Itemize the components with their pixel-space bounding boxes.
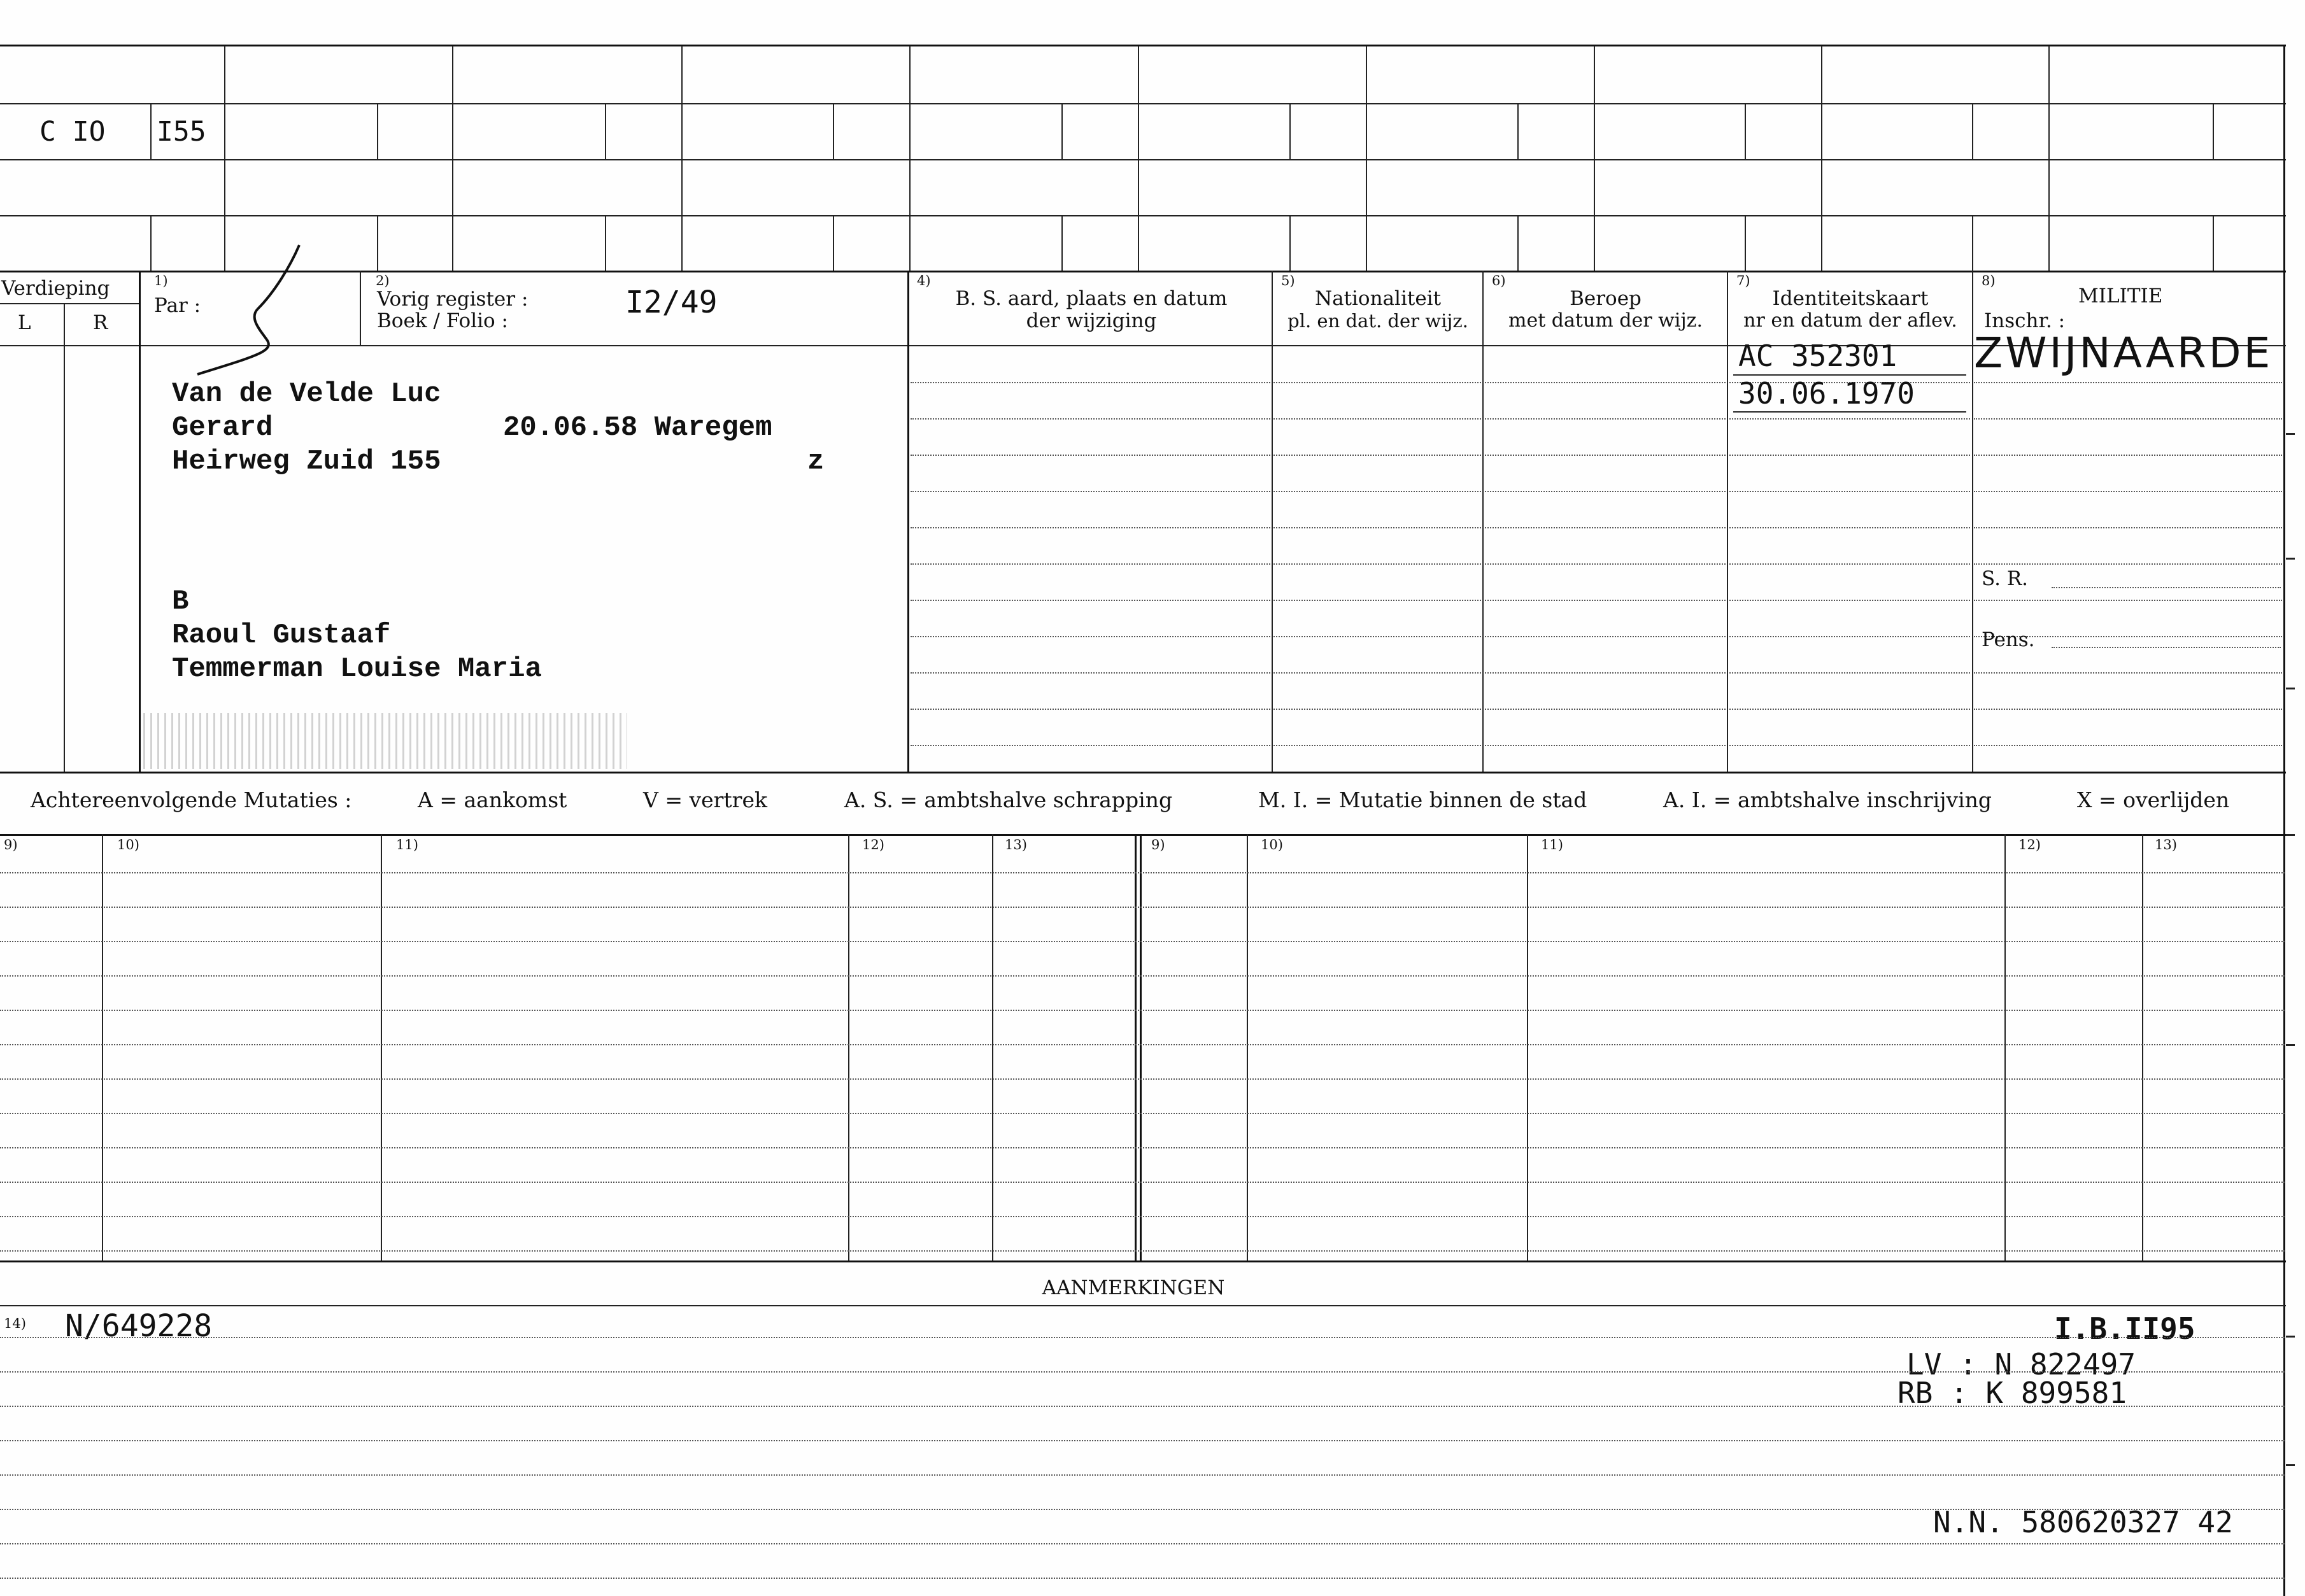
ruled-line [0,1250,2285,1252]
identiteitskaart-header: Identiteitskaart [1772,287,1929,310]
grid-line [0,103,2286,104]
ruled-line [911,563,1270,565]
grid-line [0,215,2286,216]
ruled-line [0,1010,2285,1011]
ruled-line [911,636,1270,637]
ruled-line [911,745,1270,746]
ruled-line [0,975,2285,977]
ruled-line [1485,600,1726,601]
birth-value: 20.06.58 Waregem [503,412,772,444]
ruled-line [0,1078,2285,1080]
ruled-line [1273,563,1481,565]
ruled-line [1729,672,1970,674]
scan-noise [143,713,627,769]
verdieping-left: L [18,311,31,334]
ruled-line [1273,636,1481,637]
remarks-reference: N/649228 [65,1308,213,1344]
beroep-header: Beroep [1570,287,1642,310]
firstname-value: Gerard [172,412,273,444]
ruled-line [1273,600,1481,601]
ruled-line [0,1578,2285,1579]
boek-folio-label: Boek / Folio : [377,309,508,332]
ruled-line [1974,563,2282,565]
nationaliteit-header: Nationaliteit [1314,287,1442,310]
ruled-line [0,1044,2285,1045]
mutatie-vertrek: V = vertrek [643,787,767,812]
vorig-register-label: Vorig register : [377,288,528,311]
top-border [0,45,2286,46]
ruled-line [1485,418,1726,420]
father-value: Raoul Gustaaf [172,619,391,651]
surname-value: Van de Velde Luc [172,378,441,410]
ruled-line [0,1113,2285,1114]
ruled-line [1485,672,1726,674]
mother-value: Temmerman Louise Maria [172,653,542,685]
header-code-b: I55 [157,116,206,148]
header-code-a: C IO [39,116,106,148]
ruled-line [1485,745,1726,746]
ruled-line [0,941,2285,942]
ruled-line [0,1216,2285,1217]
ruled-line [1974,382,2282,383]
nationaliteit-sub-header: pl. en dat. der wijz. [1287,310,1468,332]
ruled-line [1273,527,1481,528]
ruled-line [1273,418,1481,420]
ruled-line [1974,709,2282,710]
ruled-line [1974,455,2282,456]
mutation-grid-bottom [0,1261,2286,1262]
ruled-line [0,1474,2285,1476]
id-card-number: AC 352301 [1738,339,1897,373]
aanmerkingen-title: AANMERKINGEN [1042,1276,1225,1299]
militie-stamp: ZWIJNAARDE [1974,328,2273,378]
ruled-line [1729,745,1970,746]
ruled-line [1273,672,1481,674]
ruled-line [0,1371,2285,1373]
address-value: Heirweg Zuid 155 [172,446,441,477]
ruled-line [1974,745,2282,746]
ruled-line [911,418,1270,420]
ruled-line [911,382,1270,383]
marker-value: B [172,586,189,618]
sex-value: z [807,446,825,477]
ruled-line [1974,672,2282,674]
ruled-line [1485,709,1726,710]
inschr-label: Inschr. : [1984,309,2066,332]
par-label: Par : [154,294,201,317]
remarks-lv: LV : N 822497 [1906,1347,2136,1381]
grid-line [0,159,2286,160]
ruled-line [1974,527,2282,528]
verdieping-label: Verdieping [1,277,110,300]
mutatie-schrapping: A. S. = ambtshalve schrapping [844,787,1173,812]
ruled-line [0,1509,2285,1510]
identiteitskaart-sub-header: nr en datum der aflev. [1743,309,1957,332]
ruled-line [1729,709,1970,710]
ruled-line [1273,491,1481,492]
header-bottom-line [0,271,2286,272]
militie-header: MILITIE [2078,285,2163,307]
verdieping-divider [64,303,65,772]
mutaties-label: Achtereenvolgende Mutaties : [31,787,352,812]
ruled-line [1729,600,1970,601]
vorig-register-value: I2/49 [625,285,718,320]
ruled-line [0,1182,2285,1183]
ruled-line [1729,418,1970,420]
ruled-line [1729,636,1970,637]
ruled-line [1729,491,1970,492]
ruled-line [0,1337,2285,1338]
ruled-line [911,491,1270,492]
ruled-line [1974,491,2282,492]
ruled-line [1729,527,1970,528]
right-border [2283,45,2285,1596]
id-card-date: 30.06.1970 [1738,376,1915,411]
mutatie-aankomst: A = aankomst [418,787,567,812]
verdieping-right: R [93,311,108,334]
ruled-line [1273,709,1481,710]
ruled-line [1974,418,2282,420]
sr-label: S. R. [1982,567,2029,590]
bs-aard-header: B. S. aard, plaats en datum [955,287,1228,310]
ruled-line [1273,455,1481,456]
mutatie-overlijden: X = overlijden [2077,787,2230,812]
remarks-nn: N.N. 580620327 42 [1933,1505,2233,1539]
ruled-line [1485,382,1726,383]
ruled-line [1485,527,1726,528]
bs-wijziging-header: der wijziging [1026,309,1157,332]
mutation-grid-top [0,834,2286,836]
column-header-bottom [0,345,2286,346]
ruled-line [1485,455,1726,456]
ruled-line [1974,600,2282,601]
ruled-line [0,872,2285,873]
ruled-line [0,1440,2285,1441]
main-bottom-line [0,772,2286,773]
ruled-line [0,1147,2285,1148]
pens-label: Pens. [1982,628,2035,651]
ruled-line [1273,382,1481,383]
ruled-line [1273,745,1481,746]
ruled-line [0,907,2285,908]
ruled-line [1729,455,1970,456]
ruled-line [911,709,1270,710]
ruled-line [911,527,1270,528]
ruled-line [911,672,1270,674]
ruled-line [911,455,1270,456]
remarks-rb: RB : K 899581 [1897,1376,2127,1410]
ruled-line [0,1543,2285,1544]
remarks-ib: I.B.II95 [2054,1311,2195,1346]
handwritten-mark [178,242,331,388]
mutatie-inschrijving: A. I. = ambtshalve inschrijving [1663,787,1992,812]
ruled-line [0,1406,2285,1407]
ruled-line [1485,563,1726,565]
ruled-line [911,600,1270,601]
mutatie-binnen-stad: M. I. = Mutatie binnen de stad [1258,787,1587,812]
ruled-line [1729,563,1970,565]
beroep-sub-header: met datum der wijz. [1508,309,1703,332]
ruled-line [1485,491,1726,492]
ruled-line [1485,636,1726,637]
